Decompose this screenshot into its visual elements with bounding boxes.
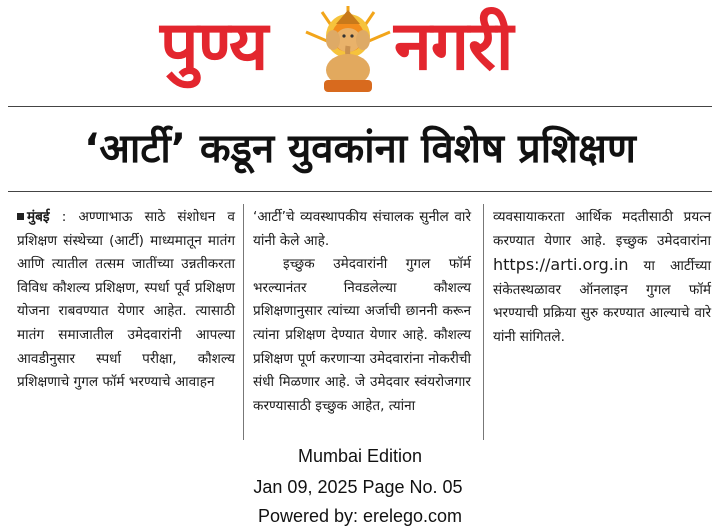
bullet-square-icon	[17, 213, 24, 220]
article-paragraph: इच्छुक उमेदवारांनी गुगल फॉर्म भरल्यानंतर निवडलेल्या कौशल्य प्रशिक्षणानुसार त्यांच्या अर्जाची छाननी करून त्यांना प्रशिक्षण देण्यात येणार आहे. कौशल्य प्रशिक्षण पूर्ण करणाऱ्या उमेदवारांना नोकरीची संधी मिळणार आहे. जे उमेदवार स्वंयरोजगार करण्यासाठी इच्छुक आहेत, त्यांना	[253, 256, 471, 414]
column-divider	[483, 204, 484, 440]
masthead-divider	[8, 106, 712, 107]
headline-divider	[8, 191, 712, 192]
article-text: व्यवसायाकरता आर्थिक मदतीसाठी प्रयत्न करण्यात येणार आहे. इच्छुक उमेदवारांना	[493, 209, 711, 249]
ganesha-emblem-icon	[300, 2, 396, 98]
article-headline: ‘आर्टी’ कडून युवकांना विशेष प्रशिक्षण	[84, 126, 636, 172]
column-divider	[243, 204, 244, 440]
masthead	[0, 0, 720, 100]
article-paragraph: ‘आर्टी’चे व्यवस्थापकीय संचालक सुनील वारे यांनी केले आहे.	[253, 209, 471, 249]
article-paragraph: : अण्णाभाऊ साठे संशोधन व प्रशिक्षण संस्थेच्या (आर्टी) माध्यमातून मातंग आणि त्यातील तत्सम जातींच्या उन्नतीकरता विविध कौशल्य प्रशिक्षण, स्पर्धा पूर्व प्रशिक्षण योजना राबवण्यात येणार आहेत. त्यासाठी मातंग समाजातील उमेदवारांनी आपल्या आवडीनुसार स्पर्धा परीक्षा, कौशल्य प्रशिक्षणाचे गुगल फॉर्म भरण्याचे आवाहन	[17, 209, 235, 391]
edition-label: Mumbai Edition	[297, 446, 423, 466]
article-dateline: मुंबई	[27, 209, 50, 225]
article-text: या आर्टीच्या संकेतस्थळावर ऑनलाइन गुगल फॉर्म भरण्याची प्रक्रिया सुरु करण्यात आल्याचे वारे यांनी सांगितले.	[493, 258, 711, 345]
date-page-label: Jan 09, 2025 Page No. 05	[253, 477, 463, 497]
website-url: https://arti.org.in	[493, 255, 629, 275]
powered-by-label: Powered by: erelego.com	[257, 506, 463, 526]
article-column-2	[253, 206, 471, 418]
masthead-title-right: नगरी	[394, 7, 513, 86]
article-column-3	[493, 206, 711, 350]
masthead-title-left: पुण्य	[160, 7, 268, 86]
article-column-1	[17, 206, 235, 395]
